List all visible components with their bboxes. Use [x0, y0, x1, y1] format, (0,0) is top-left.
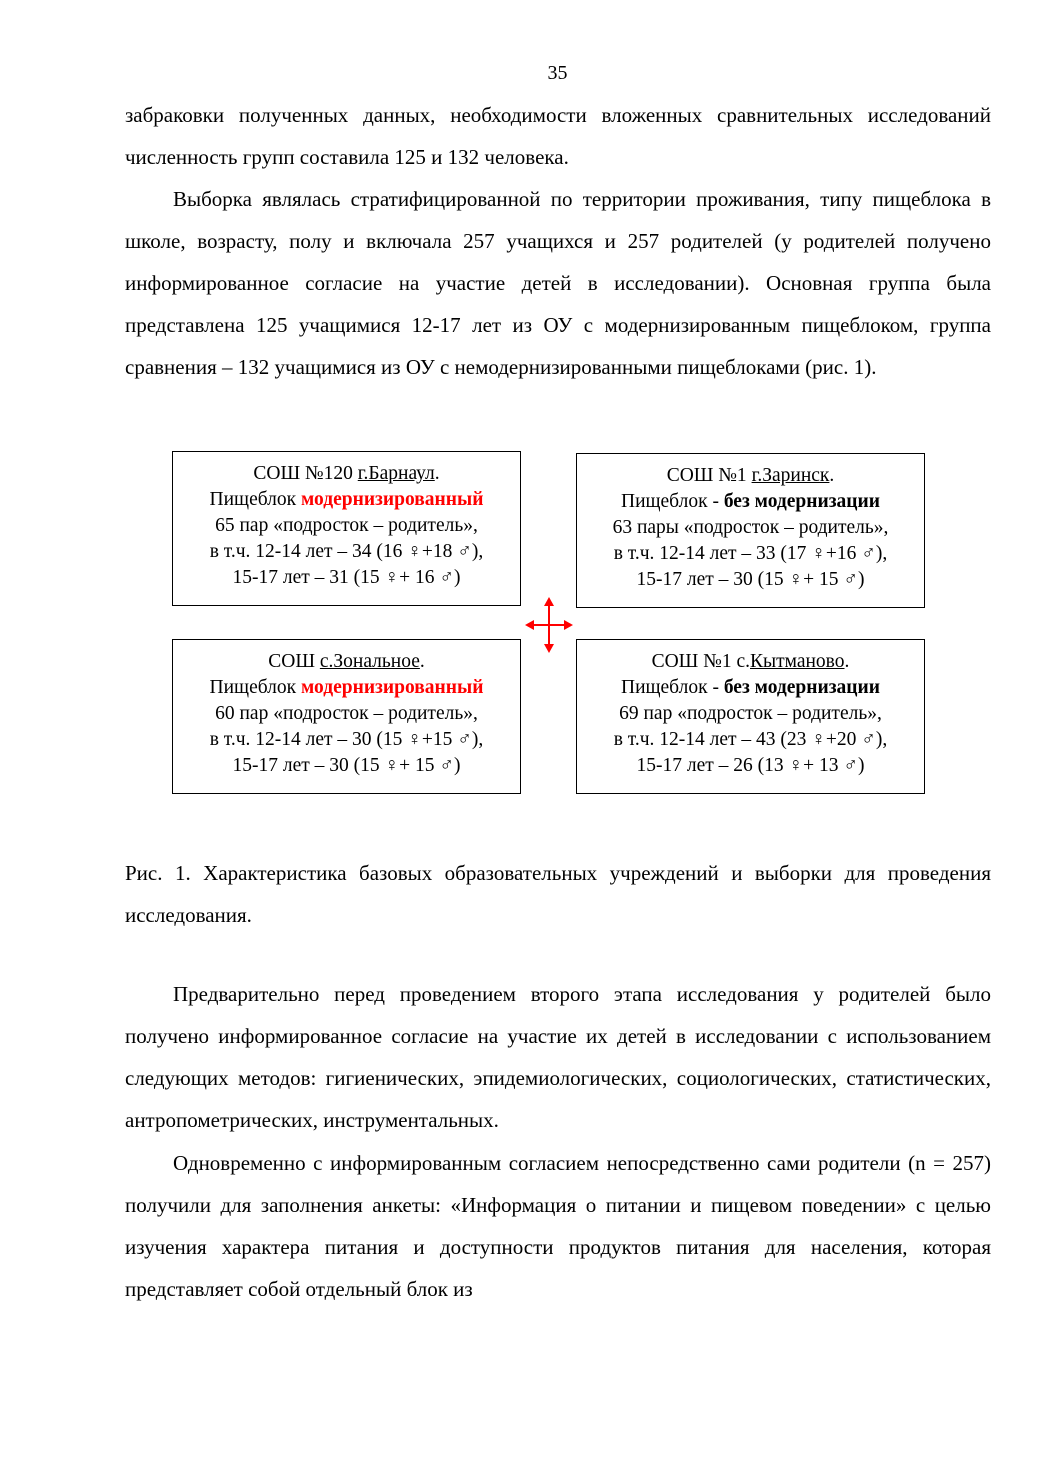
pairs-count: 69 пар «подросток – родитель», — [619, 703, 882, 724]
city-suffix: . — [434, 463, 440, 484]
school-box-zonalnoe — [172, 639, 521, 794]
age-group-12-14: в т.ч. 12-14 лет – 34 (16 ♀+18 ♂), — [209, 541, 484, 562]
age-group-12-14: в т.ч. 12-14 лет – 30 (15 ♀+15 ♂), — [209, 729, 484, 750]
kitchen-label: Пищеблок — [209, 677, 301, 698]
age-group-15-17: 15-17 лет – 31 (15 ♀+ 16 ♂) — [232, 567, 461, 588]
kitchen-status-unmodernized: без модернизации — [723, 491, 881, 512]
city-name: Кытманово — [750, 651, 845, 672]
paragraph-3: Предварительно перед проведением второго этапа исследования у родителей было получено информированное согласие на участие их детей в исследовании с использованием следующих методов: гигиенических, эпидемиологических, социологических, статистических, антропометрических, инструментальных. — [125, 982, 991, 1132]
school-box-kytmanovo — [576, 639, 925, 794]
kitchen-status-modernized: модернизированный — [301, 489, 484, 510]
paragraph-2: Выборка являлась стратифицированной по территории проживания, типу пищеблока в школе, возрасту, полу и включала 257 учащихся и 257 родителей (у родителей получено информированное согласие на участие детей в исследовании). Основная группа была представлена 125 учащимися 12-17 лет из ОУ с модернизированным пищеблоком, группа сравнения – 132 учащимися из ОУ с немодернизированными пищеблоками (рис. 1). — [125, 187, 991, 379]
age-group-15-17: 15-17 лет – 30 (15 ♀+ 15 ♂) — [232, 755, 461, 776]
paragraph-4: Одновременно с информированным согласием непосредственно сами родители (n = 257) получили для заполнения анкеты: «Информация о питании и пищевом поведении» с целью изучения характера питания и доступности продуктов питания для населения, которая представляет собой отдельный блок из — [125, 1151, 991, 1301]
age-group-15-17: 15-17 лет – 26 (13 ♀+ 13 ♂) — [636, 755, 865, 776]
pairs-count: 65 пар «подросток – родитель», — [215, 515, 478, 536]
school-name: СОШ — [268, 651, 320, 672]
city-name: г.Барнаул — [357, 463, 435, 484]
city-suffix: . — [419, 651, 425, 672]
pairs-count: 60 пар «подросток – родитель», — [215, 703, 478, 724]
kitchen-label: Пищеблок - — [620, 491, 724, 512]
city-name: с.Зональное — [319, 651, 420, 672]
school-name: СОШ №120 — [253, 463, 358, 484]
paragraph-1: забраковки полученных данных, необходимости вложенных сравнительных исследований численность групп составила 125 и 132 человека. — [125, 103, 991, 169]
school-box-zarinsk — [576, 453, 925, 608]
school-name: СОШ №1 — [666, 465, 752, 486]
pairs-count: 63 пары «подросток – родитель», — [612, 517, 889, 538]
page-number: 35 — [547, 62, 568, 84]
kitchen-status-unmodernized: без модернизации — [723, 677, 881, 698]
kitchen-status-modernized: модернизированный — [301, 677, 484, 698]
cross-arrows-icon — [525, 597, 573, 653]
figure-caption: Рис. 1. Характеристика базовых образовательных учреждений и выборки для проведения исследования. — [125, 861, 991, 927]
school-box-barnaul — [172, 451, 521, 606]
city-suffix: . — [829, 465, 835, 486]
school-name: СОШ №1 с. — [651, 651, 750, 672]
age-group-12-14: в т.ч. 12-14 лет – 43 (23 ♀+20 ♂), — [613, 729, 888, 750]
kitchen-label: Пищеблок - — [620, 677, 724, 698]
kitchen-label: Пищеблок — [209, 489, 301, 510]
age-group-15-17: 15-17 лет – 30 (15 ♀+ 15 ♂) — [636, 569, 865, 590]
city-name: г.Заринск — [751, 465, 830, 486]
city-suffix: . — [844, 651, 850, 672]
age-group-12-14: в т.ч. 12-14 лет – 33 (17 ♀+16 ♂), — [613, 543, 888, 564]
